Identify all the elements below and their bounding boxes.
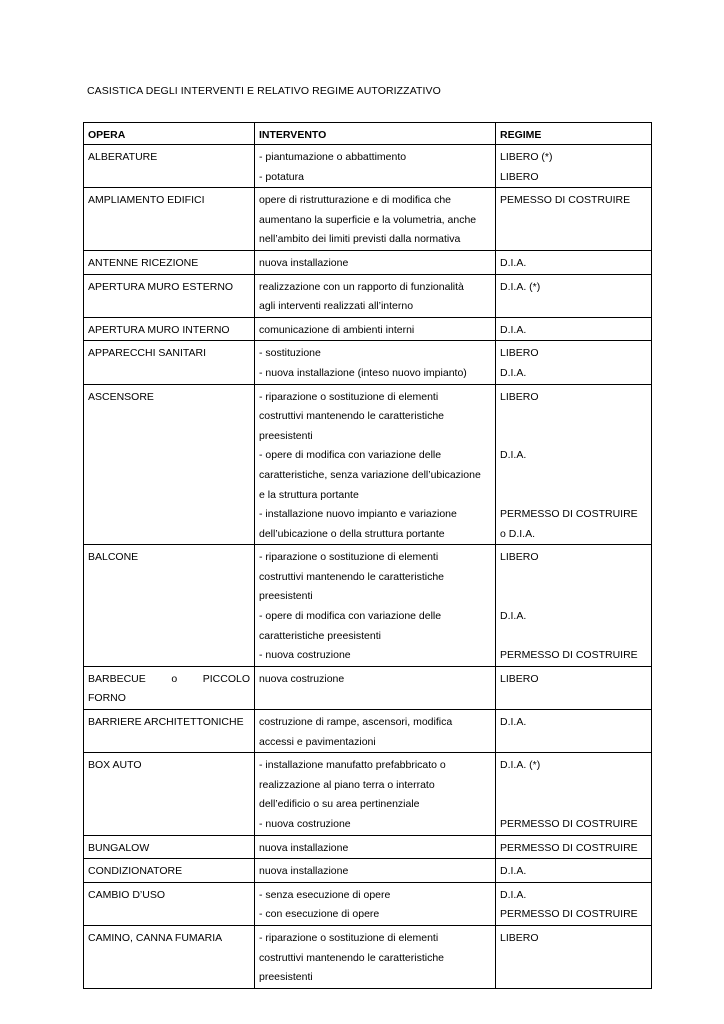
cell-line: LIBERO	[500, 170, 539, 183]
cell-line: costruttivi mantenendo le caratteristiche	[259, 570, 445, 583]
cell-intervento	[255, 188, 496, 251]
cell-line: nuova installazione	[259, 256, 349, 269]
cell-line: caratteristiche preesistenti	[259, 629, 381, 642]
cell-intervento	[255, 384, 496, 545]
cell-intervento	[255, 835, 496, 859]
cell-line: - piantumazione o abbattimento	[259, 151, 407, 163]
cell-opera	[84, 666, 255, 709]
cell-line: - opere di modifica con variazione delle	[259, 610, 442, 623]
cell-opera	[84, 250, 255, 274]
cell-line: aumentano la superficie e la volumetria, anche	[259, 213, 477, 226]
cell-line: BALCONE	[88, 551, 139, 564]
cell-opera	[84, 317, 255, 341]
cell-line: PERMESSO DI COSTRUIRE	[500, 908, 638, 921]
cell-regime	[496, 341, 652, 384]
cell-line: - potatura	[259, 170, 304, 183]
cell-regime	[496, 250, 652, 274]
cell-opera	[84, 145, 255, 188]
table-row	[84, 666, 652, 709]
cell-line: APERTURA MURO INTERNO	[88, 323, 230, 336]
cell-line: D.I.A.	[500, 449, 527, 462]
cell-line: LIBERO	[500, 931, 539, 944]
cell-line: APPARECCHI SANITARI	[88, 347, 207, 360]
table-row	[84, 882, 652, 925]
cell-regime	[496, 188, 652, 251]
cell-intervento	[255, 882, 496, 925]
cell-line: BUNGALOW	[88, 841, 150, 854]
cell-line: realizzazione al piano terra o interrato	[259, 778, 435, 791]
cell-regime	[496, 753, 652, 835]
cell-intervento	[255, 274, 496, 317]
table-row	[84, 341, 652, 384]
cell-opera	[84, 384, 255, 545]
cell-regime	[496, 666, 652, 709]
cell-opera	[84, 274, 255, 317]
cell-line: ANTENNE RICEZIONE	[88, 256, 199, 269]
empty-line	[500, 587, 647, 607]
cell-line: - installazione nuovo impianto e variazione	[259, 508, 457, 521]
cell-line: ASCENSORE	[88, 390, 154, 403]
cell-opera	[84, 925, 255, 988]
empty-line	[500, 427, 647, 447]
cell-line: o D.I.A.	[500, 527, 536, 540]
cell-line: dell’ubicazione o della struttura portante	[259, 527, 445, 540]
cell-intervento	[255, 341, 496, 384]
empty-line	[500, 795, 647, 815]
table-row	[84, 545, 652, 667]
table-row	[84, 274, 652, 317]
cell-line: PERMESSO DI COSTRUIRE	[500, 508, 638, 521]
cell-line: PEMESSO DI COSTRUIRE	[500, 194, 631, 207]
header-intervento: INTERVENTO	[255, 123, 496, 145]
cell-line: CONDIZIONATORE	[88, 865, 183, 878]
cell-line: preesistenti	[259, 429, 313, 442]
cell-line: BARRIERE ARCHITETTONICHE	[88, 716, 244, 729]
cell-intervento	[255, 317, 496, 341]
table-row	[84, 925, 652, 988]
word: o	[171, 672, 178, 685]
table-header-row	[84, 123, 652, 145]
cell-intervento	[255, 250, 496, 274]
cell-regime	[496, 317, 652, 341]
cell-line: PERMESSO DI COSTRUIRE	[500, 841, 638, 854]
cell-regime	[496, 859, 652, 883]
cell-opera	[84, 882, 255, 925]
table-row	[84, 384, 652, 545]
cell-opera	[84, 835, 255, 859]
cell-line: - sostituzione	[259, 347, 321, 360]
cell-line: AMPLIAMENTO EDIFICI	[88, 194, 205, 207]
cell-line: D.I.A.	[500, 610, 527, 623]
cell-regime	[496, 384, 652, 545]
cell-line: LIBERO	[500, 672, 539, 685]
cell-line: - opere di modifica con variazione delle	[259, 449, 442, 462]
cell-line: D.I.A.	[500, 323, 527, 336]
cell-regime	[496, 925, 652, 988]
cell-line: APERTURA MURO ESTERNO	[88, 280, 234, 293]
cell-regime	[496, 145, 652, 188]
cell-line: D.I.A.	[500, 256, 527, 269]
table-body	[84, 145, 652, 989]
cell-line: dell’edificio o su area pertinenziale	[259, 798, 420, 811]
cell-line: D.I.A.	[500, 366, 527, 379]
cell-line: - nuova costruzione	[259, 818, 351, 830]
table-row	[84, 145, 652, 188]
cell-line: - riparazione o sostituzione di elementi	[259, 551, 439, 564]
cell-intervento	[255, 545, 496, 667]
cell-line: CAMINO, CANNA FUMARIA	[88, 931, 223, 944]
cell-opera	[84, 545, 255, 667]
cell-regime	[496, 835, 652, 859]
cell-intervento	[255, 145, 496, 188]
cell-line: - nuova installazione (inteso nuovo impianto)	[259, 366, 467, 379]
cell-regime	[496, 882, 652, 925]
table-row	[84, 753, 652, 835]
cell-line: nuova installazione	[259, 841, 349, 854]
empty-line	[500, 776, 647, 796]
cell-line: - nuova costruzione	[259, 649, 351, 662]
table-row	[84, 188, 652, 251]
cell-line: nell’ambito dei limiti previsti dalla normativa	[259, 233, 461, 246]
cell-intervento	[255, 753, 496, 835]
cell-opera	[84, 188, 255, 251]
cell-opera	[84, 341, 255, 384]
cell-opera	[84, 710, 255, 753]
cell-line: - riparazione o sostituzione di elementi	[259, 931, 439, 944]
cell-line: FORNO	[88, 692, 126, 705]
cell-line: D.I.A.	[500, 865, 527, 878]
cell-regime	[496, 545, 652, 667]
cell-line: D.I.A.	[500, 888, 527, 901]
cell-line: LIBERO	[500, 551, 539, 564]
cell-intervento	[255, 710, 496, 753]
cell-line: CAMBIO D’USO	[88, 888, 166, 901]
cell-line: costruzione di rampe, ascensori, modifica	[259, 716, 453, 729]
cell-line: caratteristiche, senza variazione dell’ubicazione	[259, 468, 481, 481]
cell-line: D.I.A. (*)	[500, 759, 541, 772]
word: BARBECUE	[88, 672, 146, 685]
table-row	[84, 859, 652, 883]
cell-opera	[84, 859, 255, 883]
cell-line: BOX AUTO	[88, 759, 142, 772]
empty-line	[500, 568, 647, 588]
cell-line	[88, 670, 250, 690]
authorization-table	[83, 122, 652, 989]
cell-line: realizzazione con un rapporto di funzionalità	[259, 280, 464, 293]
cell-intervento	[255, 925, 496, 988]
cell-line: preesistenti	[259, 590, 313, 603]
cell-line: accessi e pavimentazioni	[259, 735, 376, 748]
document-title: CASISTICA DEGLI INTERVENTI E RELATIVO REGIME AUTORIZZATIVO	[87, 85, 441, 97]
cell-intervento	[255, 859, 496, 883]
word: PICCOLO	[202, 672, 250, 685]
header-opera: OPERA	[84, 123, 255, 145]
cell-line: agli interventi realizzati all’interno	[259, 300, 414, 313]
empty-line	[500, 627, 647, 647]
cell-line: PERMESSO DI COSTRUIRE	[500, 649, 638, 662]
cell-line: LIBERO	[500, 347, 539, 360]
cell-line: comunicazione di ambienti interni	[259, 323, 415, 336]
cell-line: D.I.A. (*)	[500, 280, 541, 293]
cell-line: opere di ristrutturazione e di modifica che	[259, 194, 452, 207]
cell-line: nuova costruzione	[259, 672, 345, 685]
header-regime: REGIME	[496, 123, 652, 145]
cell-line: costruttivi mantenendo le caratteristiche	[259, 951, 445, 964]
cell-line: LIBERO (*)	[500, 151, 553, 163]
empty-line	[500, 466, 647, 486]
table-row	[84, 710, 652, 753]
cell-line: e la struttura portante	[259, 488, 359, 501]
cell-line: nuova installazione	[259, 865, 349, 878]
cell-line: - riparazione o sostituzione di elementi	[259, 390, 439, 403]
empty-line	[500, 407, 647, 427]
cell-line: ALBERATURE	[88, 151, 158, 163]
cell-line: costruttivi mantenendo le caratteristiche	[259, 410, 445, 423]
cell-intervento	[255, 666, 496, 709]
cell-line: - con esecuzione di opere	[259, 908, 380, 921]
cell-regime	[496, 710, 652, 753]
cell-line: preesistenti	[259, 971, 313, 984]
table-row	[84, 317, 652, 341]
cell-opera	[84, 753, 255, 835]
empty-line	[500, 486, 647, 506]
cell-regime	[496, 274, 652, 317]
table-row	[84, 250, 652, 274]
cell-line: - senza esecuzione di opere	[259, 888, 391, 901]
cell-line: D.I.A.	[500, 716, 527, 729]
cell-line: PERMESSO DI COSTRUIRE	[500, 818, 638, 830]
table-row	[84, 835, 652, 859]
cell-line: - installazione manufatto prefabbricato o	[259, 759, 446, 772]
cell-line: LIBERO	[500, 390, 539, 403]
